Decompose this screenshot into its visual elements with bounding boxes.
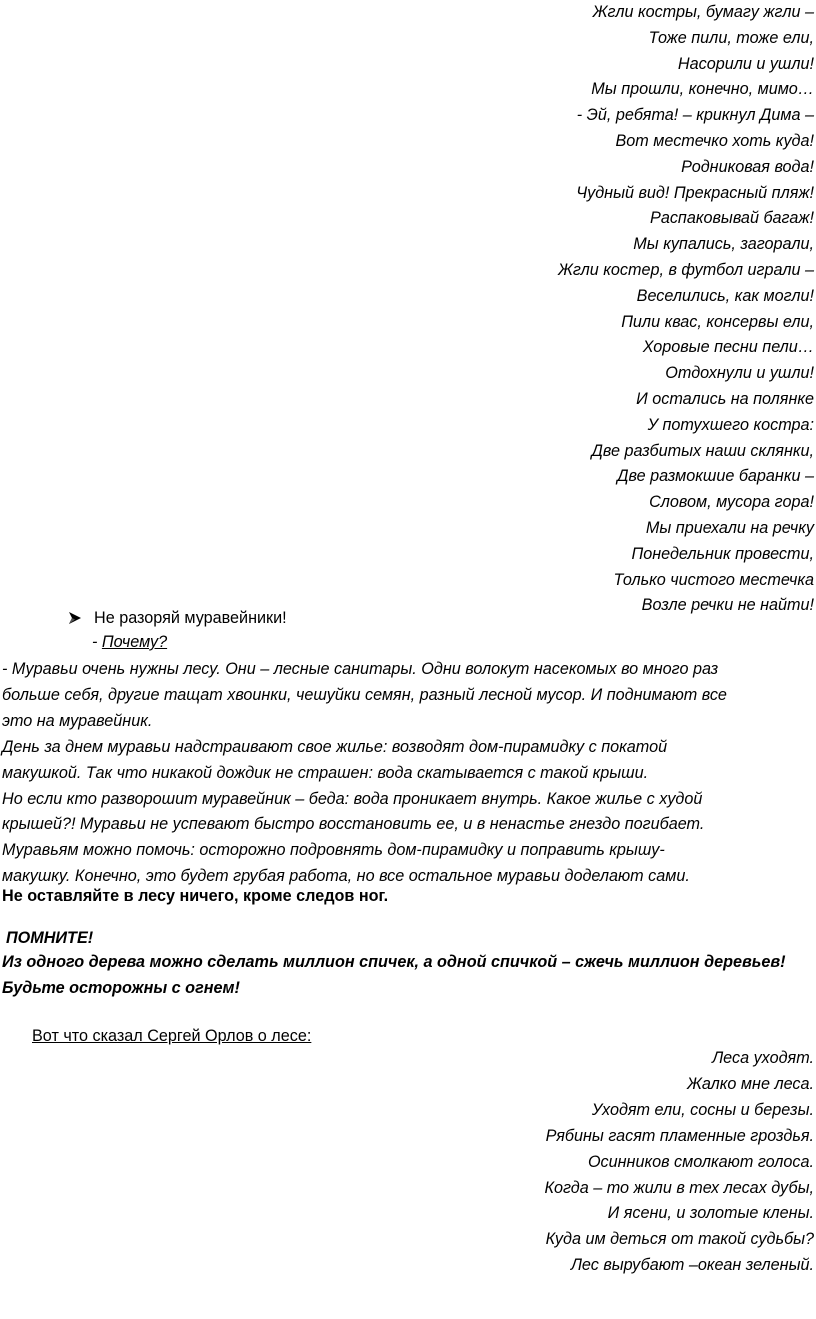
poem-line: Словом, мусора гора! (649, 493, 814, 512)
poem-line: Понедельник провести, (631, 544, 814, 563)
poem-line: Распаковывай багаж! (650, 209, 814, 228)
bullet-item-anthills (68, 606, 287, 630)
footprints-rule: Не оставляйте в лесу ничего, кроме следов ног. (2, 887, 389, 905)
prose-line: - Муравьи очень нужны лесу. Они – лесные санитары. Одни волокут насекомых во много раз (2, 660, 719, 678)
poem-line: Насорили и ушли! (677, 54, 814, 73)
poem-line: Пили квас, консервы ели, (621, 312, 814, 331)
prose-line: это на муравейник. (2, 711, 153, 730)
poem-line: Хоровые песни пели… (642, 338, 814, 357)
poem-line: Две размокшие баранки – (617, 467, 814, 486)
remember-heading: ПОМНИТЕ! (6, 929, 94, 947)
poem-line: Уходят ели, сосны и березы. (591, 1100, 814, 1119)
poem-line: Мы приехали на речку (645, 518, 814, 537)
poem-line: Лес вырубают –океан зеленый. (570, 1256, 814, 1275)
poem-forests (544, 1046, 814, 1279)
fire-warning (2, 950, 786, 1001)
poem-litter (558, 0, 814, 619)
poem-line: Жгли костры, бумагу жгли – (592, 3, 814, 21)
poem-line: Родниковая вода! (681, 157, 814, 176)
bullet-text: Не разоряй муравейники! (94, 609, 287, 627)
poem-line: Мы прошли, конечно, мимо… (591, 80, 814, 99)
poem-line: Жгли костер, в футбол играли – (557, 260, 814, 279)
poem-line: Жалко мне леса. (687, 1074, 814, 1093)
poem-line: - Эй, ребята! – крикнул Дима – (576, 106, 814, 125)
poem-line: И ясени, и золотые клены. (607, 1204, 814, 1223)
poem-line: И остались на полянке (636, 389, 814, 408)
poem-line: Осинников смолкают голоса. (587, 1152, 814, 1171)
prose-line: крышей?! Муравьи не успевают быстро восстановить ее, и в ненастье гнездо погибает. (2, 815, 705, 834)
warning-line: Из одного дерева можно сделать миллион спичек, а одной спичкой – сжечь миллион деревьев! (2, 953, 786, 971)
poem-line: Чудный вид! Прекрасный пляж! (576, 183, 814, 202)
prose-line: День за днем муравьи надстраивают свое жилье: возводят дом-пирамидку с покатой (2, 737, 668, 756)
poem-line: У потухшего костра: (647, 415, 814, 434)
poem-line: Леса уходят. (712, 1049, 814, 1067)
anthill-explanation (2, 657, 814, 890)
question-prefix: - (92, 633, 102, 651)
prose-line: Муравьям можно помочь: осторожно подровнять дом-пирамидку и поправить крышу- (2, 841, 665, 860)
poem-line: Отдохнули и ушли! (665, 364, 814, 383)
poem-line: Когда – то жили в тех лесах дубы, (544, 1178, 814, 1197)
poem-line: Мы купались, загорали, (633, 235, 814, 254)
poem-line: Рябины гасят пламенные гроздья. (545, 1126, 814, 1145)
prose-line: макушкой. Так что никакой дождик не страшен: вода скатывается с такой крыши. (2, 763, 649, 782)
poem-line: Веселились, как могли! (636, 286, 814, 305)
poem-line: Две разбитых наши склянки, (591, 441, 814, 460)
question-text: Почему? (101, 633, 168, 651)
question-line (92, 630, 167, 654)
warning-line: Будьте осторожны с огнем! (2, 978, 240, 997)
poem-line: Куда им деться от такой судьбы? (545, 1230, 814, 1249)
prose-line: больше себя, другие тащат хвоинки, чешуйки семян, разный лесной мусор. И поднимают все (2, 685, 727, 704)
quote-intro: Вот что сказал Сергей Орлов о лесе: (32, 1027, 312, 1045)
poem-line: Вот местечко хоть куда! (615, 131, 814, 150)
poem-line: Тоже пили, тоже ели, (648, 28, 814, 47)
prose-line: макушку. Конечно, это будет грубая работа, но все остальное муравьи доделают сами. (2, 867, 690, 886)
arrow-bullet-icon (68, 608, 82, 622)
prose-line: Но если кто разворошит муравейник – беда: вода проникает внутрь. Какое жилье с худой (2, 789, 703, 808)
poem-line: Возле речки не найти! (641, 596, 814, 615)
poem-line: Только чистого местечка (613, 570, 814, 589)
